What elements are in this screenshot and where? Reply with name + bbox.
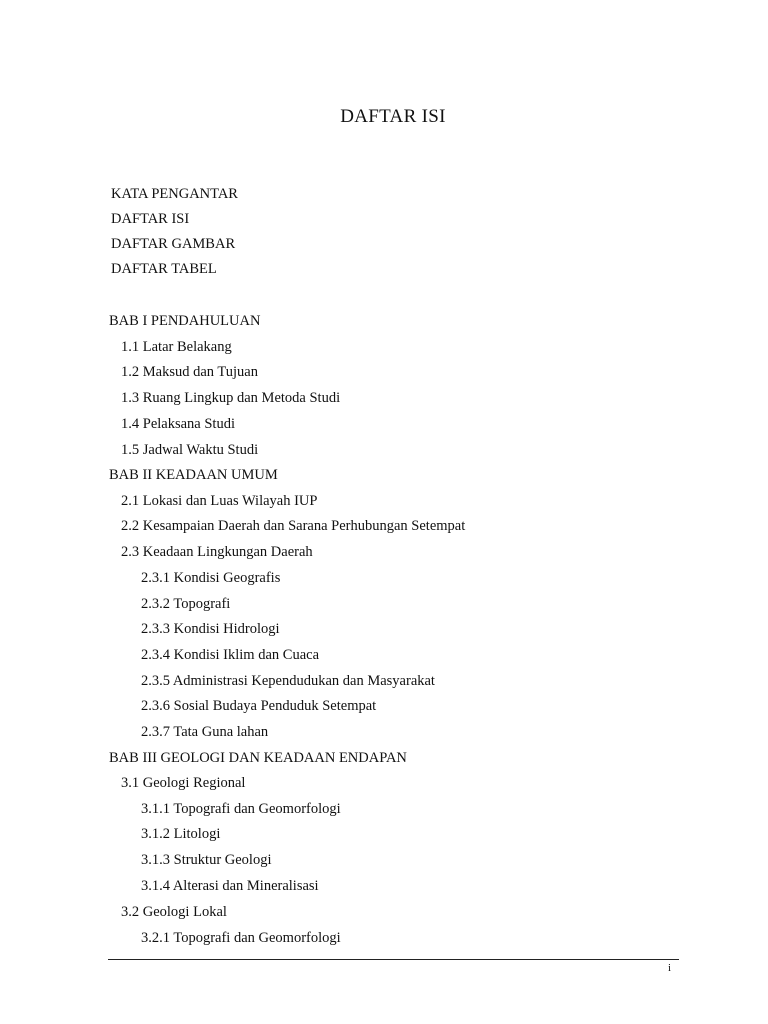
page-number: i [668,962,672,974]
toc-chapter-1[interactable]: BAB I PENDAHULUAN [109,313,261,329]
toc-subsection-2-3-7[interactable]: 2.3.7 Tata Guna lahan [141,724,269,740]
toc-section-3-2[interactable]: 3.2 Geologi Lokal [121,904,227,920]
toc-section-2-2[interactable]: 2.2 Kesampaian Daerah dan Sarana Perhubungan Setempat [121,518,466,534]
toc-subsection-2-3-2[interactable]: 2.3.2 Topografi [141,596,231,612]
toc-entry-daftar-gambar[interactable]: DAFTAR GAMBAR [111,236,236,252]
toc-section-1-4[interactable]: 1.4 Pelaksana Studi [121,416,235,432]
toc-section-3-1[interactable]: 3.1 Geologi Regional [121,775,246,791]
toc-subsection-3-1-3[interactable]: 3.1.3 Struktur Geologi [141,852,272,868]
toc-entry-kata-pengantar[interactable]: KATA PENGANTAR [111,186,238,202]
toc-subsection-3-2-1[interactable]: 3.2.1 Topografi dan Geomorfologi [141,930,341,946]
toc-section-2-1[interactable]: 2.1 Lokasi dan Luas Wilayah IUP [121,493,318,509]
toc-section-1-2[interactable]: 1.2 Maksud dan Tujuan [121,364,258,380]
toc-section-1-3[interactable]: 1.3 Ruang Lingkup dan Metoda Studi [121,390,341,406]
toc-chapter-2[interactable]: BAB II KEADAAN UMUM [109,467,278,483]
toc-subsection-3-1-1[interactable]: 3.1.1 Topografi dan Geomorfologi [141,801,341,817]
toc-subsection-2-3-6[interactable]: 2.3.6 Sosial Budaya Penduduk Setempat [141,698,377,714]
toc-subsection-2-3-5[interactable]: 2.3.5 Administrasi Kependudukan dan Masyarakat [141,673,435,689]
toc-subsection-2-3-4[interactable]: 2.3.4 Kondisi Iklim dan Cuaca [141,647,320,663]
toc-section-1-5[interactable]: 1.5 Jadwal Waktu Studi [121,442,259,458]
page-title: DAFTAR ISI [340,106,446,127]
toc-section-2-3[interactable]: 2.3 Keadaan Lingkungan Daerah [121,544,313,560]
toc-subsection-2-3-1[interactable]: 2.3.1 Kondisi Geografis [141,570,281,586]
toc-chapter-3[interactable]: BAB III GEOLOGI DAN KEADAAN ENDAPAN [109,750,407,766]
toc-entry-daftar-isi[interactable]: DAFTAR ISI [111,211,190,227]
footer-divider [108,959,679,960]
toc-entry-daftar-tabel[interactable]: DAFTAR TABEL [111,261,217,277]
toc-subsection-3-1-4[interactable]: 3.1.4 Alterasi dan Mineralisasi [141,878,319,894]
toc-subsection-3-1-2[interactable]: 3.1.2 Litologi [141,826,221,842]
toc-section-1-1[interactable]: 1.1 Latar Belakang [121,339,232,355]
toc-subsection-2-3-3[interactable]: 2.3.3 Kondisi Hidrologi [141,621,280,637]
